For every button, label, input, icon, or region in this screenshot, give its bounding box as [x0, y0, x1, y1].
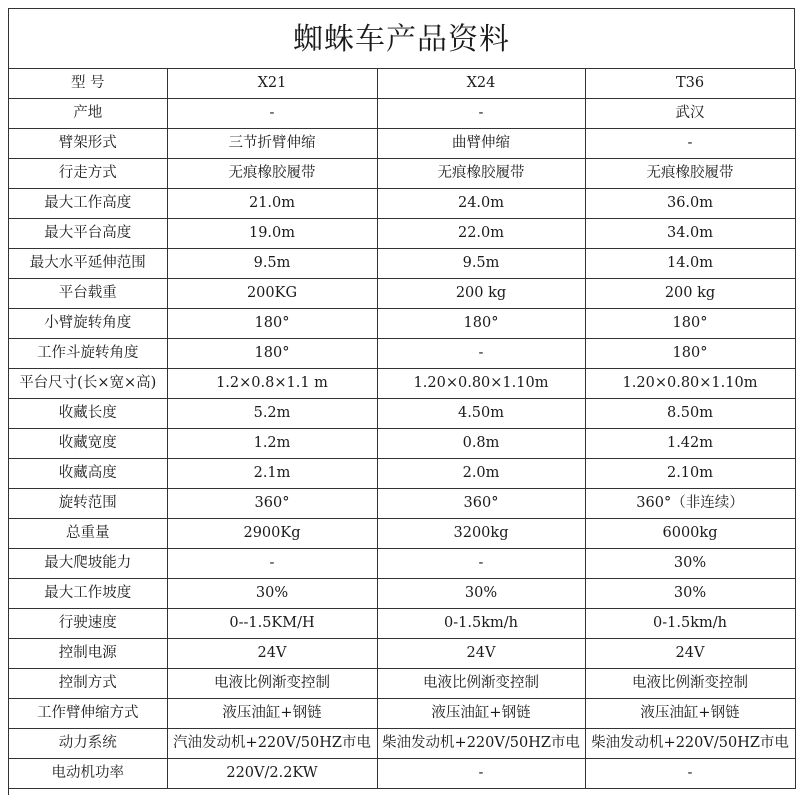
row-value-cell: 180° [167, 309, 377, 339]
row-value-cell: 3200kg [377, 519, 585, 549]
row-value-cell: 30% [585, 579, 795, 609]
row-value-cell: 180° [167, 339, 377, 369]
model-t36-cell: T36 [585, 69, 795, 99]
row-value-cell: 武汉 [585, 99, 795, 129]
table-row [9, 609, 795, 639]
model-x21-cell: X21 [167, 69, 377, 99]
row-label-cell: 平台载重 [9, 279, 167, 309]
row-value-cell: 30% [585, 549, 795, 579]
row-value-cell: - [377, 99, 585, 129]
row-value-cell: - [167, 549, 377, 579]
row-value-cell: 4.50m [377, 399, 585, 429]
row-label-cell: 臂架形式 [9, 129, 167, 159]
row-value-cell: 2900Kg [167, 519, 377, 549]
table-row [9, 699, 795, 729]
row-label-cell: 收藏高度 [9, 459, 167, 489]
table-row [9, 219, 795, 249]
row-value-cell: 无痕橡胶履带 [585, 159, 795, 189]
header-label-cell: 型 号 [9, 69, 167, 99]
row-value-cell: 1.20×0.80×1.10m [585, 369, 795, 399]
table-row [9, 639, 795, 669]
row-value-cell: 360° [167, 489, 377, 519]
row-value-cell: 220V/2.2KW [167, 759, 377, 789]
row-value-cell: 180° [585, 339, 795, 369]
row-value-cell: - [585, 759, 795, 789]
table-row [9, 579, 795, 609]
row-value-cell: 0.8m [377, 429, 585, 459]
row-label-cell: 最大平台高度 [9, 219, 167, 249]
row-value-cell: 液压油缸+钢链 [167, 699, 377, 729]
row-value-cell: 1.20×0.80×1.10m [377, 369, 585, 399]
row-label-cell: 最大水平延伸范围 [9, 249, 167, 279]
table-row [9, 459, 795, 489]
row-label-cell: 行走方式 [9, 159, 167, 189]
row-value-cell: 无痕橡胶履带 [377, 159, 585, 189]
row-value-cell: 24V [167, 639, 377, 669]
row-label-cell: 产地 [9, 99, 167, 129]
row-label-cell: 工作斗旋转角度 [9, 339, 167, 369]
row-value-cell: 19.0m [167, 219, 377, 249]
row-value-cell: 360°（非连续） [585, 489, 795, 519]
row-value-cell: 0-1.5km/h [377, 609, 585, 639]
row-value-cell: 0--1.5KM/H [167, 609, 377, 639]
row-value-cell: 200KG [167, 279, 377, 309]
row-value-cell: 电液比例渐变控制 [585, 669, 795, 699]
row-value-cell: 30% [167, 579, 377, 609]
row-value-cell: 柴油发动机+220V/50HZ市电 [377, 729, 585, 759]
table-row [9, 519, 795, 549]
row-label-cell: 工作臂伸缩方式 [9, 699, 167, 729]
row-value-cell: - [377, 759, 585, 789]
row-label-cell: 控制方式 [9, 669, 167, 699]
spec-sheet [8, 8, 795, 795]
table-row [9, 759, 795, 789]
row-value-cell: 8.50m [585, 399, 795, 429]
table-row [9, 399, 795, 429]
row-value-cell: 汽油发动机+220V/50HZ市电 [167, 729, 377, 759]
row-value-cell: 21.0m [167, 189, 377, 219]
row-value-cell: 6000kg [585, 519, 795, 549]
table-row [9, 129, 795, 159]
row-value-cell: 9.5m [377, 249, 585, 279]
row-label-cell: 控制电源 [9, 639, 167, 669]
row-value-cell: - [585, 129, 795, 159]
row-value-cell: 0-1.5km/h [585, 609, 795, 639]
row-value-cell: 36.0m [585, 189, 795, 219]
table-row [9, 549, 795, 579]
row-value-cell: 34.0m [585, 219, 795, 249]
table-row [9, 159, 795, 189]
row-label-cell: 小臂旋转角度 [9, 309, 167, 339]
row-label-cell: 动力系统 [9, 729, 167, 759]
row-value-cell: 三节折臂伸缩 [167, 129, 377, 159]
table-row [9, 369, 795, 399]
row-label-cell: 最大工作坡度 [9, 579, 167, 609]
row-value-cell: 曲臂伸缩 [377, 129, 585, 159]
table-row [9, 669, 795, 699]
model-x24-cell: X24 [377, 69, 585, 99]
table-row [9, 99, 795, 129]
row-label-cell: 旋转范围 [9, 489, 167, 519]
row-value-cell: 2.10m [585, 459, 795, 489]
row-value-cell: 液压油缸+钢链 [585, 699, 795, 729]
row-value-cell: 14.0m [585, 249, 795, 279]
row-value-cell: 180° [377, 309, 585, 339]
row-value-cell: 24.0m [377, 189, 585, 219]
row-value-cell: 5.2m [167, 399, 377, 429]
row-value-cell: 22.0m [377, 219, 585, 249]
table-row [9, 339, 795, 369]
row-value-cell: - [167, 99, 377, 129]
row-value-cell: 360° [377, 489, 585, 519]
spec-table-body [9, 69, 795, 789]
row-value-cell: 9.5m [167, 249, 377, 279]
table-row [9, 189, 795, 219]
row-label-cell: 行驶速度 [9, 609, 167, 639]
document-title: 蜘蛛车产品资料 [9, 9, 795, 69]
row-label-cell: 收藏长度 [9, 399, 167, 429]
row-value-cell: 无痕橡胶履带 [167, 159, 377, 189]
row-value-cell: 电液比例渐变控制 [167, 669, 377, 699]
row-value-cell: 24V [377, 639, 585, 669]
table-row [9, 489, 795, 519]
row-value-cell: 1.2m [167, 429, 377, 459]
row-label-cell: 电动机功率 [9, 759, 167, 789]
table-row [9, 429, 795, 459]
row-value-cell: 1.42m [585, 429, 795, 459]
row-value-cell: - [377, 339, 585, 369]
row-value-cell: 200 kg [585, 279, 795, 309]
row-value-cell: 柴油发动机+220V/50HZ市电 [585, 729, 795, 759]
table-row [9, 279, 795, 309]
table-row [9, 729, 795, 759]
row-value-cell: 180° [585, 309, 795, 339]
header-row [9, 69, 795, 99]
row-value-cell: 30% [377, 579, 585, 609]
spec-table [9, 69, 796, 789]
row-label-cell: 最大工作高度 [9, 189, 167, 219]
row-label-cell: 平台尺寸(长×宽×高) [9, 369, 167, 399]
table-row [9, 309, 795, 339]
row-label-cell: 最大爬坡能力 [9, 549, 167, 579]
row-value-cell: - [377, 549, 585, 579]
row-label-cell: 总重量 [9, 519, 167, 549]
row-value-cell: 1.2×0.8×1.1 m [167, 369, 377, 399]
row-value-cell: 电液比例渐变控制 [377, 669, 585, 699]
row-value-cell: 24V [585, 639, 795, 669]
row-label-cell: 收藏宽度 [9, 429, 167, 459]
row-value-cell: 200 kg [377, 279, 585, 309]
row-value-cell: 液压油缸+钢链 [377, 699, 585, 729]
row-value-cell: 2.1m [167, 459, 377, 489]
row-value-cell: 2.0m [377, 459, 585, 489]
table-row [9, 249, 795, 279]
